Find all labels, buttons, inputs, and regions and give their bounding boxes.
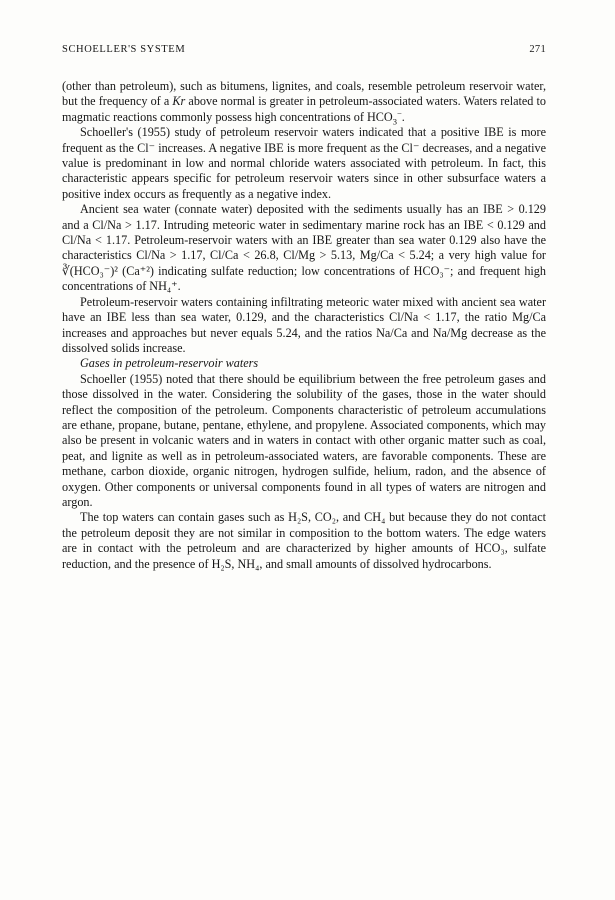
section-heading: Gases in petroleum-reservoir waters: [80, 356, 259, 371]
cube-root-expression: ∛(HCO₃⁻)² (Ca⁺²): [62, 263, 154, 278]
page-number: 271: [529, 44, 546, 55]
subscript-3: 3: [392, 116, 397, 127]
paragraph-1: [62, 79, 546, 125]
paragraph-1-part-a: (other than petroleum), such as bitumens, lignites, and coals, resemble petroleum reservoir water, but the frequency of a: [62, 79, 546, 109]
paragraph-1-end: .: [401, 109, 405, 124]
kr-term: Kr: [172, 94, 186, 109]
paragraph-3-part-a: Ancient sea water (connate water) deposited with the sediments usually has an IBE > 0.129 and a Cl/Na > 1.17. Intruding meteoric water in sedimentary marine rock has an IBE < 0.129 and Cl/Na < 1.17. Petroleum-reservoir waters with an IBE greater than sea water 0.129 also have the characteristics Cl/Na > 1.17, Cl/Ca < 26.8, Cl/Mg > 5.13, Mg/Ca < 5.24; a very high value for: [62, 202, 546, 263]
paragraph-1-part-b: above normal is greater in petroleum-associated waters. Waters related to magmatic reactions commonly possess high concentrations of HCO: [62, 94, 546, 124]
paragraph-6: The top waters can contain gases such as H₂S, CO₂, and CH₄ but because they do not contact the petroleum deposit they are not similar in composition to the bottom waters. The edge waters are in contact with the petroleum and are characterized by higher amounts of HCO₃, sulfate reduction, and the presence of H₂S, NH₄, and small amounts of dissolved hydrocarbons.: [62, 510, 546, 571]
paragraph-2: Schoeller's (1955) study of petroleum reservoir waters indicated that a positive IBE is more frequent as the Cl⁻ increases. A negative IBE is more frequent as the Cl⁻ decreases, and a negative value is predominant in low and normal chloride waters associated with petroleum. In fact, this characteristic appears specific for petroleum reservoir waters since in other subsurface waters a positive index occurs as frequently as a negative index.: [62, 125, 546, 201]
paragraph-4: Petroleum-reservoir waters containing infiltrating meteoric water mixed with ancient sea water have an IBE less than sea water, 0.129, and the characteristics Cl/Na < 1.17, the ratio Mg/Ca increases and approaches but never equals 5.24, and the ratios Na/Ca and Na/Mg decrease as the dissolved solids increase.: [62, 294, 546, 355]
paragraph-5: Schoeller (1955) noted that there should be equilibrium between the free petroleum gases and those dissolved in the water. Considering the solubility of the gases, those in the water should reflect the composition of the petroleum. Components characteristic of petroleum accumulations are ethane, propane, butane, pentane, ethylene, and propylene. Associated components, which may also be present in volcanic waters and in waters in contact with other organic matter such as coal, peat, and lignite as well as in petroleum-associated waters, are favorable components. These are methane, carbon dioxide, organic nitrogen, hydrogen sulfide, helium, radon, and the absence of oxygen. Other components or universal components found in all types of waters are nitrogen and argon.: [62, 371, 546, 509]
running-head: [62, 44, 546, 58]
superscript-minus: −: [396, 107, 402, 118]
body-text: [62, 79, 546, 572]
running-head-title: SCHOELLER'S SYSTEM: [62, 44, 186, 55]
paragraph-3: [62, 202, 546, 294]
paragraph-3-part-b: indicating sulfate reduction; low concentrations of HCO₃⁻; and frequent high concentrations of NH₄⁺.: [62, 263, 546, 294]
